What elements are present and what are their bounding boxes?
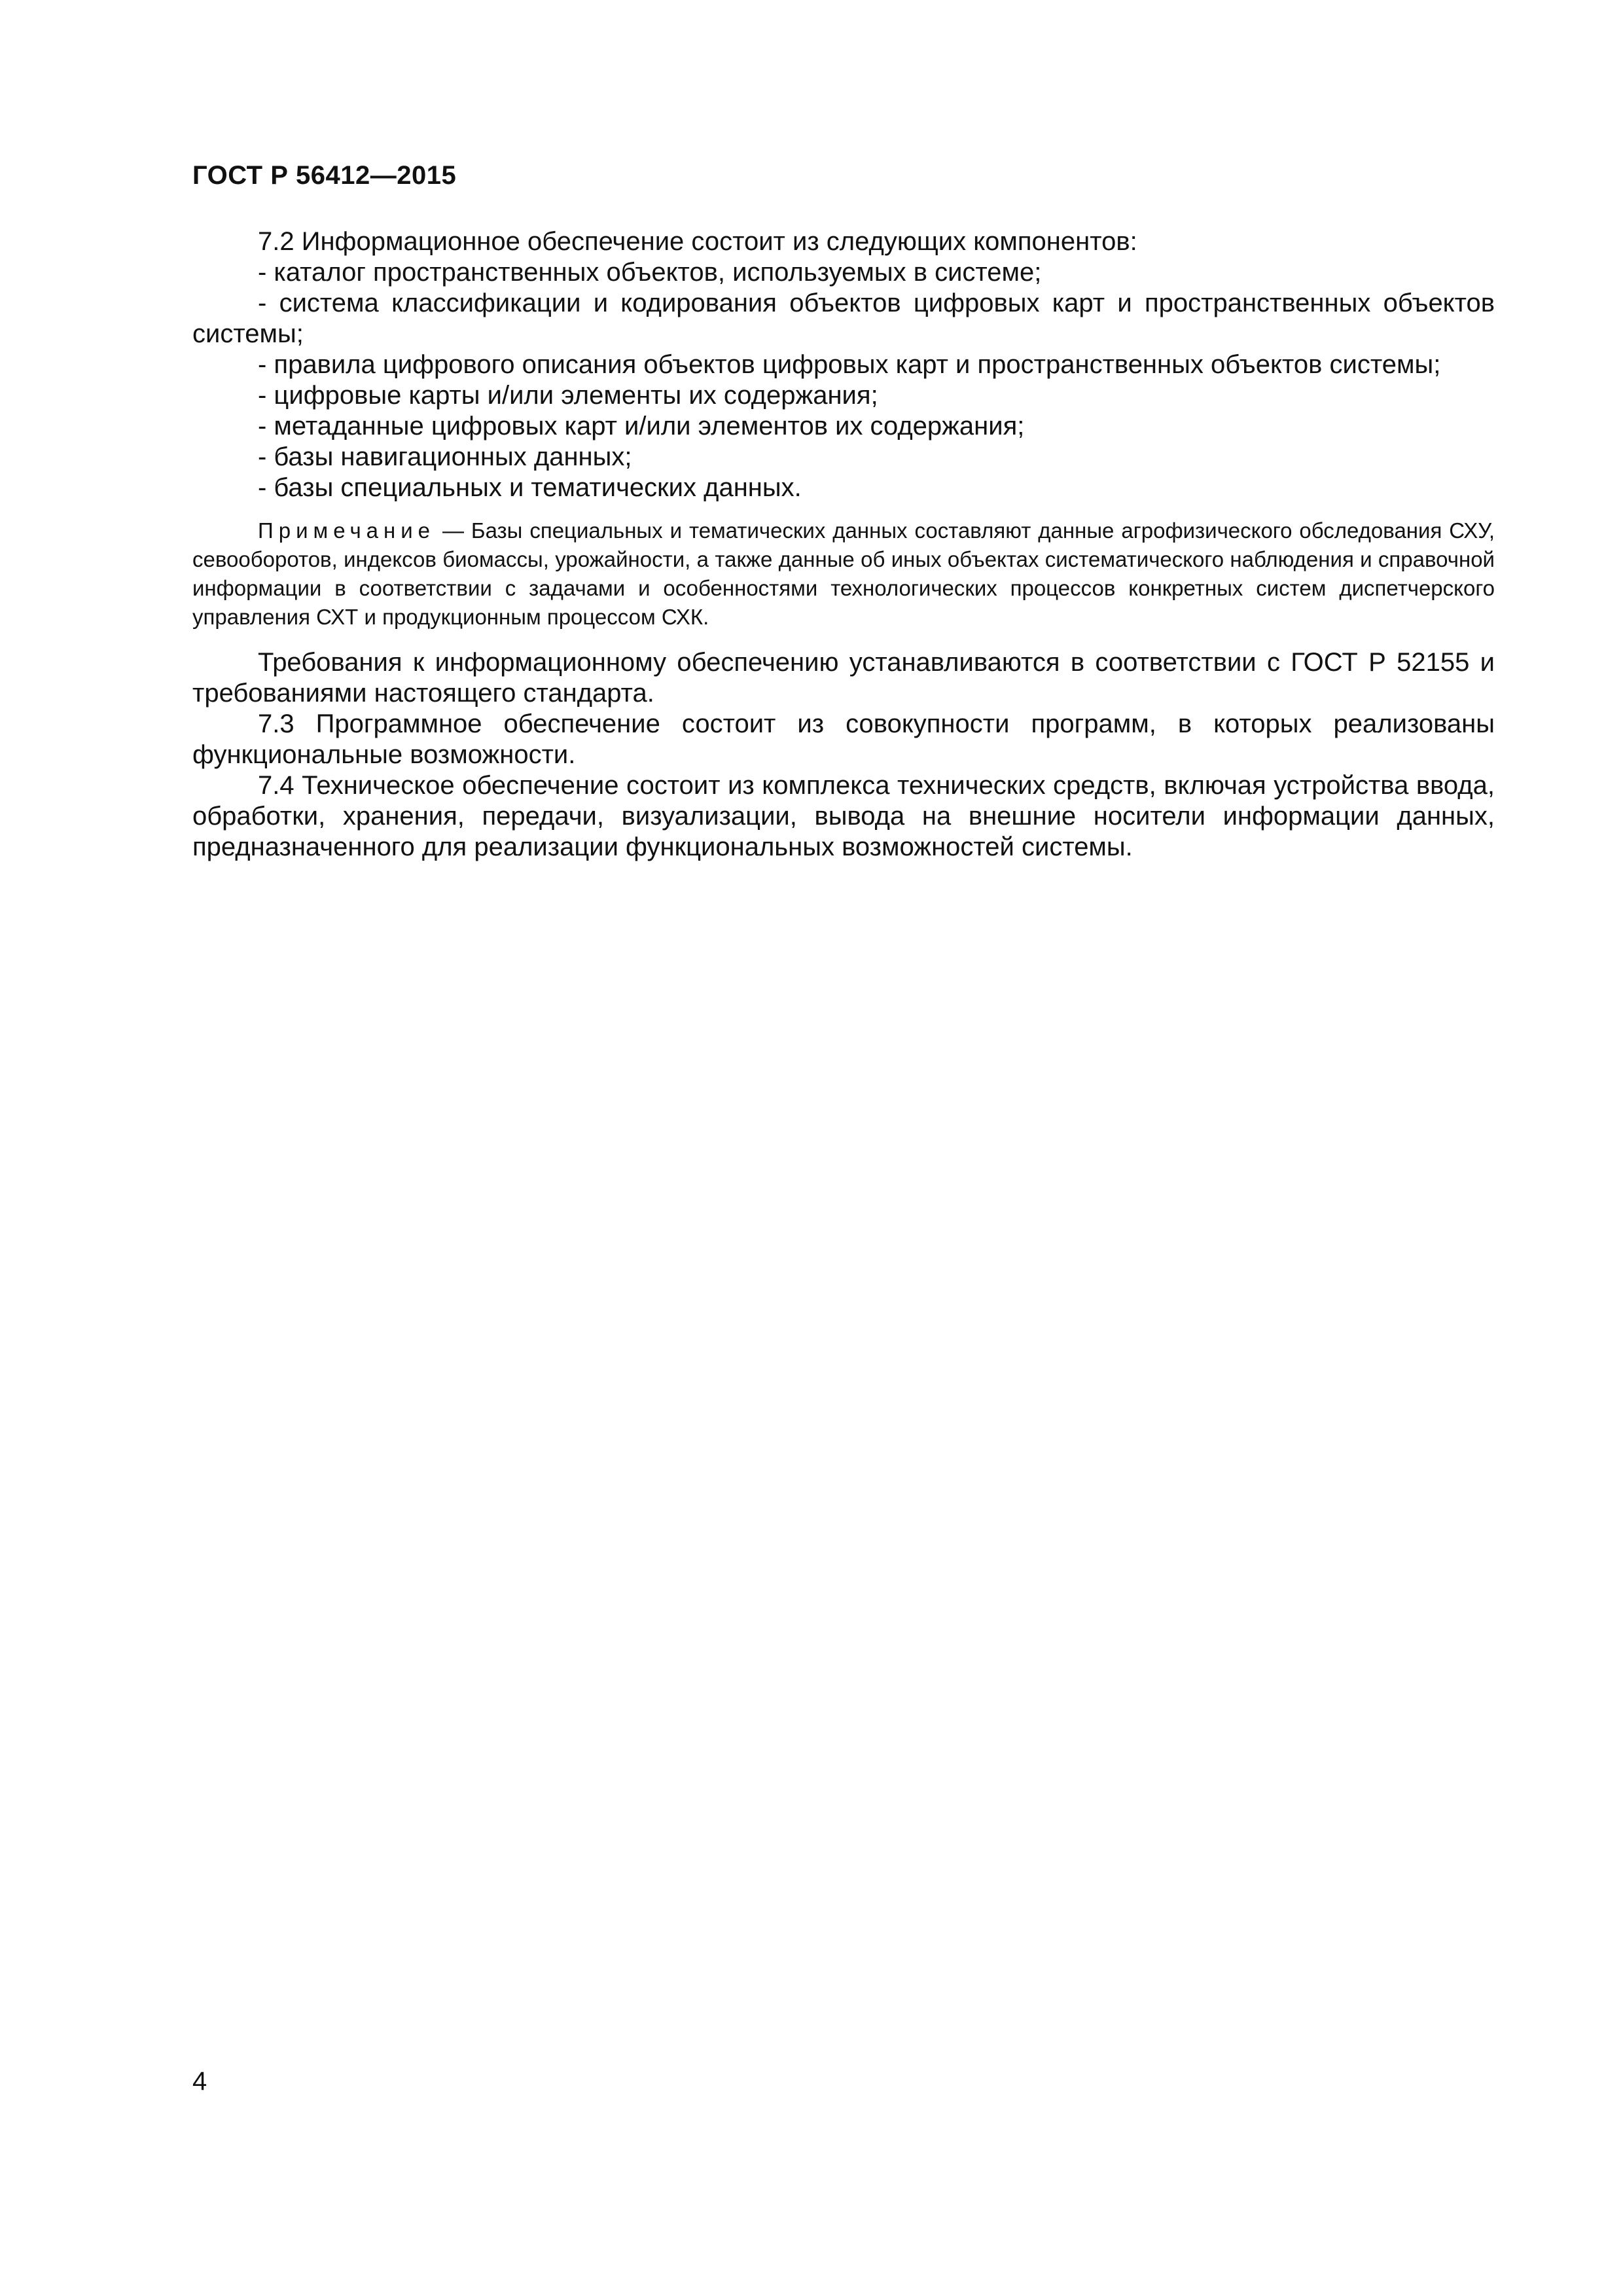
list-item: - метаданные цифровых карт и/или элементов их содержания;: [258, 412, 1025, 440]
list-item: - правила цифрового описания объектов цифровых карт и пространственных объектов системы;: [258, 350, 1441, 379]
page-number: 4: [192, 2067, 207, 2096]
requirements-paragraph: Требования к информационному обеспечению устанавливаются в соответствии с ГОСТ Р 52155 и требованиями настоящего стандарта.: [192, 648, 1495, 708]
list-item: - базы специальных и тематических данных.: [258, 473, 802, 502]
note: [192, 516, 1495, 632]
list-item: - базы навигационных данных;: [258, 442, 632, 471]
document-body: [192, 226, 1495, 863]
note-text: — Базы специальных и тематических данных составляют данные агрофизического обследования СХУ, севооборотов, индексов биомассы, урожайности, а также данные об иных объектах систематического наблюдения и справочной информации в соответствии с задачами и особенностями технологических процессов конкретных систем диспетчерского управления СХТ и продукционным процессом СХК.: [192, 518, 1495, 629]
list-item: - цифровые карты и/или элементы их содержания;: [258, 381, 878, 410]
section-7-3: 7.3 Программное обеспечение состоит из совокупности программ, в которых реализованы функциональные возможности.: [192, 709, 1495, 769]
section-7-2-intro: 7.2 Информационное обеспечение состоит из следующих компонентов:: [258, 227, 1137, 256]
note-label: Примечание: [258, 518, 436, 543]
list-item: - система классификации и кодирования объектов цифровых карт и пространственных объектов системы;: [192, 289, 1495, 348]
section-7-4: 7.4 Техническое обеспечение состоит из комплекса технических средств, включая устройства ввода, обработки, хранения, передачи, визуализации, вывода на внешние носители информации данных, предназначенного для реализации функциональных возможностей системы.: [192, 771, 1495, 861]
document-header: ГОСТ Р 56412—2015: [192, 161, 457, 190]
list-item: - каталог пространственных объектов, используемых в системе;: [258, 258, 1042, 287]
